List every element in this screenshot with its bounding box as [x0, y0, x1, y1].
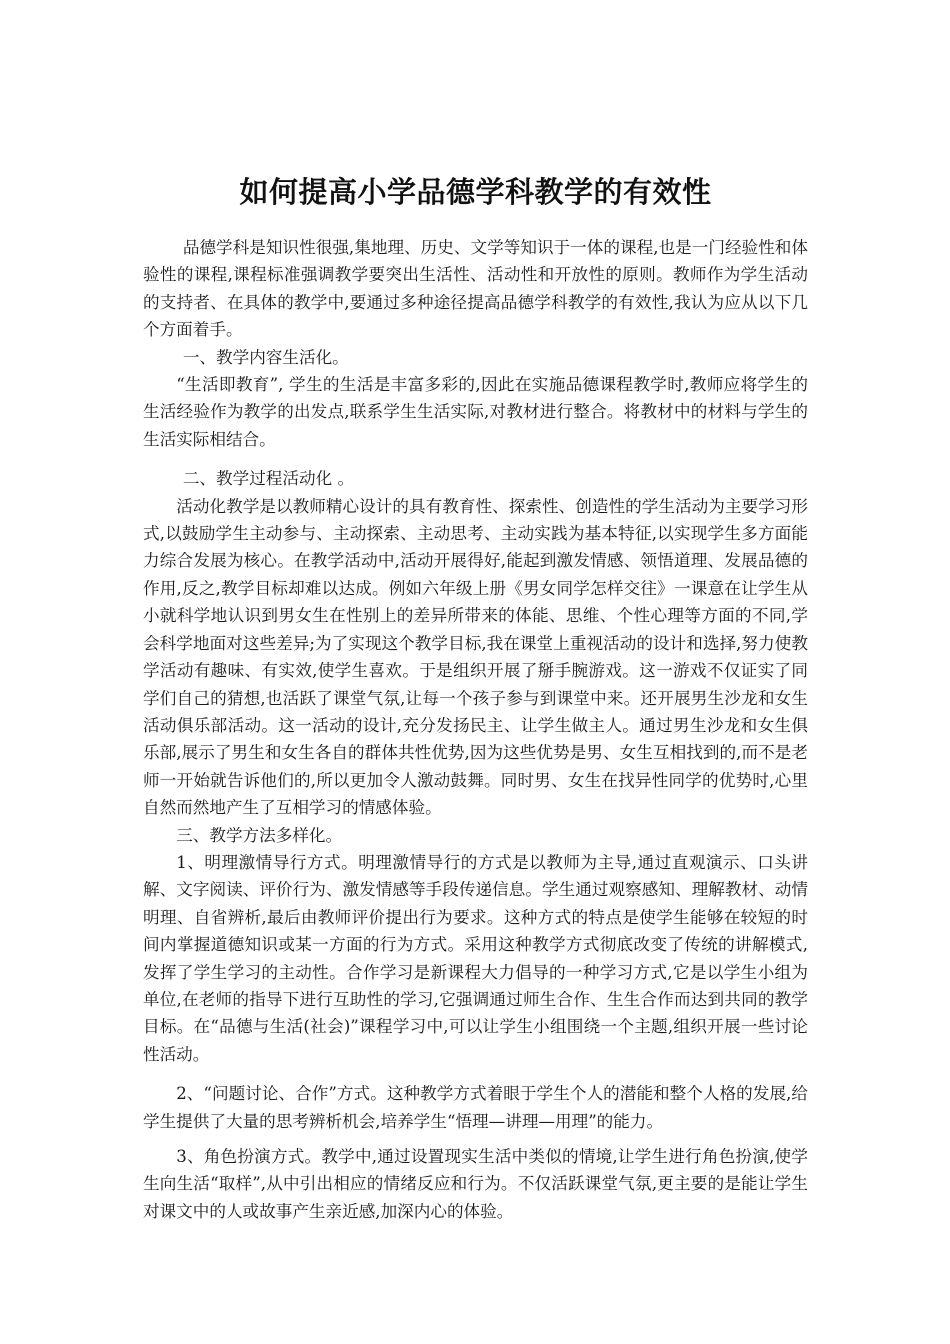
- method-2-paragraph: 2、“问题讨论、合作”方式。这种教学方式着眼于学生个人的潜能和整个人格的发展,给学生提供了大量的思考辨析机会,培养学生“悟理—讲理—用理”的能力。: [143, 1084, 808, 1131]
- section-1-heading: 一、教学内容生活化。: [182, 347, 349, 367]
- method-3-paragraph: 3、角色扮演方式。教学中,通过设置现实生活中类似的情境,让学生进行角色扮演,使学生向生活“取样”,从中引出相应的情绪反应和行为。不仅活跃课堂气氛,更主要的是能让学生对课文中的人或故事产生亲近感,加深内心的体验。: [143, 1147, 808, 1221]
- section-1-body: “生活即教育”, 学生的生活是丰富多彩的,因此在实施品德课程教学时,教师应将学生的生活经验作为教学的出发点,联系学生生活实际,对教材进行整合。将教材中的材料与学生的生活实际相结合。: [143, 375, 808, 449]
- section-2-heading: 二、教学过程活动化 。: [182, 469, 355, 489]
- document-title: 如何提高小学品德学科教学的有效性: [239, 175, 712, 209]
- section-2-body: 活动化教学是以教师精心设计的具有教育性、探索性、创造性的学生活动为主要学习形式,以鼓励学生主动参与、主动探索、主动思考、主动实践为基本特征,以实现学生多方面能力综合发展为核心。在教学活动中,活动开展得好,能起到激发情感、领悟道理、发展品德的作用,反之,教学目标却难以达成。例如六年级上册《男女同学怎样交往》一课意在让学生从小就科学地认识到男女生在性别上的差异所带来的体能、思维、个性心理等方面的不同,学会科学地面对这些差异;为了实现这个教学目标,我在课堂上重视活动的设计和选择,努力使教学活动有趣味、有实效,使学生喜欢。于是组织开展了掰手腕游戏。这一游戏不仅证实了同学们自己的猜想,也活跃了课堂气氛,让每一个孩子参与到课堂中来。还开展男生沙龙和女生活动俱乐部活动。这一活动的设计,充分发扬民主、让学生做主人。通过男生沙龙和女生俱乐部,展示了男生和女生各自的群体共性优势,因为这些优势是男、女生互相找到的,而不是老师一开始就告诉他们的,所以更加令人激动鼓舞。同时男、女生在找异性同学的优势时,心里自然而然地产生了互相学习的情感体验。: [143, 496, 808, 818]
- document-page: [143, 172, 808, 1225]
- section-3-heading: 三、教学方法多样化。: [176, 825, 343, 845]
- method-1-paragraph: 1、明理激情导行方式。明理激情导行的方式是以教师为主导,通过直观演示、口头讲解、文字阅读、评价行为、激发情感等手段传递信息。学生通过观察感知、理解教材、动情明理、自省辨析,最后由教师评价提出行为要求。这种方式的特点是使学生能够在较短的时间内掌握道德知识或某一方面的行为方式。采用这种教学方式彻底改变了传统的讲解模式,发挥了学生学习的主动性。合作学习是新课程大力倡导的一种学习方式,它是以学生小组为单位,在老师的指导下进行互助性的学习,它强调通过师生合作、生生合作而达到共同的教学目标。在“品德与生活(社会)”课程学习中,可以让学生小组围绕一个主题,组织开展一些讨论性活动。: [143, 852, 808, 1064]
- intro-paragraph: 品德学科是知识性很强,集地理、历史、文学等知识于一体的课程,也是一门经验性和体验性的课程,课程标准强调教学要突出生活性、活动性和开放性的原则。教师作为学生活动的支持者、在具体的教学中,要通过多种途径提高品德学科教学的有效性,我认为应从以下几个方面着手。: [143, 238, 808, 340]
